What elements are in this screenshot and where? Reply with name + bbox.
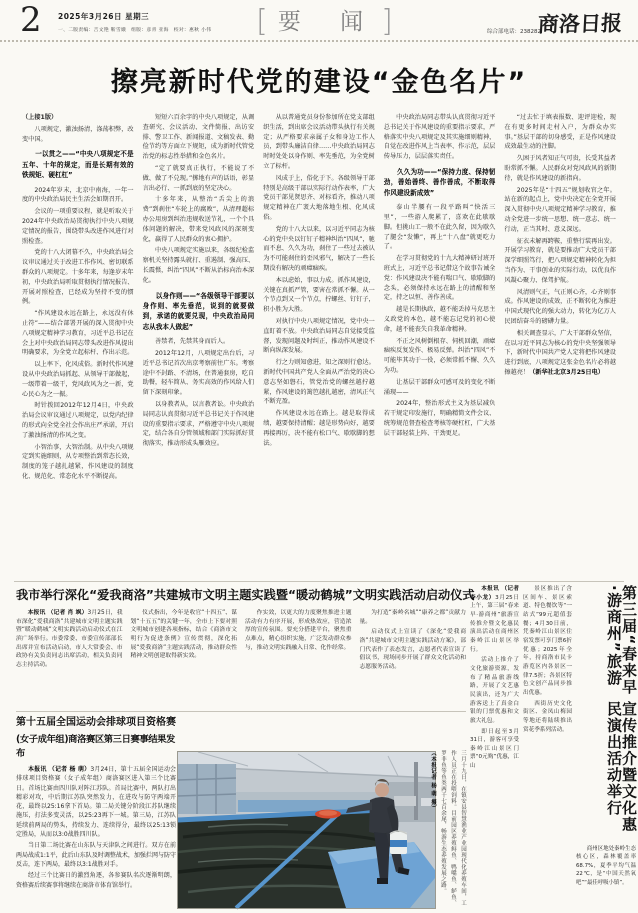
- aquaculture-photo-illustration: [178, 752, 435, 908]
- paragraph: 2024年，整治形式主义为基层减负若干规定印发施行，明确精简文件会议、统筹规范督查检查考核等硬杠杠，广大基层干部轻装上阵、干劲更足。: [383, 400, 496, 437]
- paragraph: “作风建设永远在路上，永远没有休止符”——结合部署开展的深入贯彻中央八项规定精神学习教育，习近平总书记在会上对中央政治局同志带头改进作风提出明确要求，为全党立起标杆、作出示范。: [22, 310, 134, 357]
- paragraph: 从以普通党员身份参加所在党支部组织生活，到出席会议活动带头执行有关规定；从严格要求亲属子女和身边工作人员，到带头廉洁自律……中央政治局同志时时处处以身作则、率先垂范，为全党树立了标杆。: [263, 114, 375, 170]
- bottom-section: [0, 583, 638, 913]
- civility-columns: [16, 609, 466, 712]
- page-number: 2: [20, 0, 42, 40]
- paragraph: “定了就要真正执行，不能说了不做、做了不兑现。”掷地有声的话语，彰显言出必行、一抓到底的坚定决心。: [142, 164, 255, 192]
- tourism-column-2: [523, 585, 572, 913]
- section-name: 要 闻: [277, 9, 380, 35]
- paragraph: 2024年岁末，北京中南海，一年一度的中央政治局民主生活会如期召开。: [22, 186, 134, 204]
- paragraph: （上接1版）: [22, 114, 58, 121]
- staff-credits: 一、二版责编：吉文艳 靳雪娥 组版：彦青 亚海 校对：惠秋 小伟: [58, 28, 212, 33]
- paragraph: 本报讯 （记者 肖 飒）3月25日，我市深化“爱我商洛”共建城市文明主题实践暨“暖动鹤城”文明实践活动启动仪式在江滨广场举行。市委常委、市委宣传部部长出席并宣布活动启动，市人大常委会、市政协有关负责同志出席活动，相关负责同志主持活动。: [16, 610, 123, 669]
- paragraph: 风成于上，俗化于下。各级领导干部特别是高级干部以实际行动作表率，广大党员干部见贤思齐、对标看齐，推动八项规定精神在广袤大地落地生根、化风成俗。: [263, 174, 375, 221]
- article-column-1: [22, 113, 134, 577]
- caption-text: 三月十九日，在镇安县智慧渔业产业园现代化养殖车间，工作人员正在投喂饲料。目前园区养殖鲟鱼、鸭嘴鱼、鲈鱼、罗非鱼等鱼类两千七百余尾，畅游生态养殖发展之路。: [440, 750, 466, 906]
- article-column-5: [504, 113, 616, 577]
- main-article-columns: [0, 113, 638, 577]
- paragraph: 泰山半腰有一段平路叫“快活三里”，一些游人爬累了，喜欢在此歇歇脚。但挑山工一般不在此久留，因为歇久了腿会“发懒”，再上“十八盘”就更吃力了。: [383, 204, 496, 251]
- page-header: [0, 0, 638, 42]
- tourism-vertical-headline: [576, 585, 636, 837]
- sub-headline: 一以贯之——“中央八项规定不是五年、十年的规定，而是长期有效的铁规矩、硬杠杠”: [22, 150, 134, 180]
- contact-phone: 综合部电话：238282: [487, 29, 541, 35]
- volleyball-article: [16, 713, 176, 913]
- article-column-2: [143, 113, 255, 577]
- paragraph: 党的十八大闭幕不久，中央政治局会议审议通过关于改进工作作风、密切联系群众的八项规定。十多年来，每逢岁末年初，中央政治局听取贯彻执行情况报告、开展对照检查，已经成为坚持不变的惯例。: [22, 249, 134, 306]
- date-block: [58, 11, 211, 33]
- paragraph: 会议的一项重要议程，就是听取关于2024年中央政治局贯彻执行中央八项规定情况的报告，围绕带头改进作风进行对照检查。: [22, 208, 134, 245]
- paragraph: 以身教者从，以言教者讼。中央政治局同志认真贯彻习近平总书记关于作风建设的重要指示要求，严格遵守中央八项规定，结合各自分管领域和部门实际抓好贯彻落实，推动形成头雁效应。: [142, 400, 255, 448]
- photo-caption: [430, 750, 468, 908]
- paragraph: 八项规定，激浊扬清，涤荡积弊，改变中国。: [22, 125, 134, 143]
- section-title: [256, 3, 393, 39]
- article-column-3: [263, 113, 375, 577]
- paragraph: 作风建设永远在路上。越是取得成绩，越要保持清醒；越是形势向好，越要再接再厉，决不能有松口气、歇歇脚的想法。: [263, 410, 375, 447]
- tourism-headline-line2: 宣传推介暨文化惠民演出活动举行: [605, 701, 638, 834]
- paragraph: 相关调查显示，广大干部群众坚信，在以习近平同志为核心的党中央坚强领导下，新时代中国共产党人定将把作风建设进行到底，八项规定这张金色名片必将越擦越亮！（新华社北京3月25日电）: [504, 329, 616, 376]
- paragraph: 越是长期执政，越不能丢掉马克思主义政党的本色，越不能忘记党的初心使命，越不能丧失自我革命精神。: [383, 306, 496, 333]
- paragraph: 善禁者，先禁其身而后人。: [154, 338, 230, 346]
- paragraph: 2025年是“十四五”规划收官之年。站在新的起点上，党中央决定在全党开展深入贯彻中央八项规定精神学习教育，推动全党进一步统一思想、统一意志、统一行动，正当其时、意义深远。: [504, 186, 616, 233]
- paragraph: 本报讯 （记者 李小龙）3月25日上午，第三届“春来早·游商州”旅游宣传推介暨文化惠民演出活动在商州区秦岭江山景区举行。: [470, 586, 519, 653]
- main-headline: 擦亮新时代党的建设“金色名片”: [110, 67, 528, 98]
- paragraph: 征衣未解再跨鞍，重整行装再出发。开展学习教育，就是要推动广大党员干部深学细照笃行，把八项规定精神转化为担当作为、干事创业的实际行动，以优良作风凝心聚力、保驾护航。: [504, 237, 616, 284]
- civility-article: [16, 586, 475, 712]
- bracket-left: [: [256, 4, 268, 39]
- paragraph: 活动上推介了文化旅游资源，发布了精品旅游线路，开展了文艺惠民演出，还为广大游客送上了真金白银的门票优惠和文旅大礼包。: [470, 657, 519, 724]
- sub-headline: 以身作则——“各级领导干部要以身作则、率先垂范，说到的就要做到，承诺的就要兑现，中央政治局同志从我本人做起”: [142, 291, 255, 331]
- paragraph: 风清则气正，气正则心齐，心齐则事成。作风建设的成效，正不断转化为推进中国式现代化的强大动力，转化为亿万人民团结奋斗的磅礴力量。: [504, 288, 616, 325]
- section-divider: [14, 581, 624, 582]
- paragraph: 2012年12月，八项规定出台后，习近平总书记首次出京考察前往广东。考察途中不封路、不清场，住普通套房，吃自助餐，轻车简从、务实高效的作风给人们留下深刻印象。: [142, 349, 255, 397]
- paragraph: 本报讯 （记者 杨 萌）3月24日，第十五届全国运动会排球项目资格赛（女子成年组）商洛赛区进入第三个比赛日。首场比赛由四川队对阵江苏队。首局比赛中，两队打出精彩对攻，中后期江苏队突然发力，在进攻与防守两端开花，最终以25:16拿下首局。第二局关键分阶段江苏队继续施压，打法多变灵活，以25:23再下一城。第三局，江苏队延续前两局的势头，持续发力、连续得分，最终以25:13锁定胜局，从而以3:0战胜四川队。: [16, 766, 176, 839]
- civility-column-4: [360, 609, 467, 708]
- volleyball-body: [16, 765, 176, 890]
- caption-credit: （本报记者 杨 萌 摄）: [430, 750, 436, 812]
- civility-column-1: [16, 609, 123, 708]
- paragraph: 行之力则知愈进，知之深则行愈达。新时代中国共产党人全面从严治党的决心意志坚如磐石，管党治党的螺丝越拧越紧，作风建设的篱笆越扎越密，清风正气不断充盈。: [263, 359, 375, 406]
- tourism-article: [470, 585, 636, 913]
- paragraph: 仪式指出，今年是收官“十四五”、谋划“十五五”的关键一年，全市上下要对照文明城市创建各项指标，结合《商洛市文明行为促进条例》宣传贯彻，深化拓展“爱我商洛”主题实践活动，推动群众性精神文明创建取得新实效。: [130, 610, 237, 660]
- paragraph: 当日第二场比赛在山东队与天津队之间进行。双方在前两局战成1:1平，此后山东队及时调整战术，加强拦网与防守反击，连下两局，最终以3:1战胜对手。: [16, 842, 176, 868]
- paragraph: 商州区地处秦岭生态核心区，森林覆盖率68.7%，夏季平均气温22℃，是“中国天然氧吧”“最佳呼吸小镇”。: [576, 846, 636, 886]
- paragraph: “过去忙于填表报数、迎评迎检，现在有更多时间走村入户，为群众办实事。”基层干部的切身感受，正是作风建设成效最生动的注脚。: [504, 114, 616, 151]
- paragraph: 小智治事，大智治制。从中央八项规定到实施细则，从专项整治到常态长效，制度的笼子越扎越紧，作风建设的制度化、规范化、常态化水平不断提高。: [22, 443, 134, 480]
- paragraph: 经过三个比赛日的激烈角逐，各参赛队名次逐渐明朗，资格赛后续赛事将继续在商洛市体育馆举行。: [16, 872, 176, 889]
- paragraph: 不正之风树倒根存、伺机回潮，顽瘴痼疾反复发作、极易反弹。纠治“四风”不可能毕其功于一役，必须常抓不懈、久久为功。: [383, 337, 496, 374]
- news-photo: [178, 752, 435, 908]
- paragraph: 西街历史文化街区、金凤山梅园等地还将陆续推出赏花季系列活动。: [523, 700, 572, 733]
- civility-column-2: [131, 609, 238, 708]
- paragraph: 景区推出了含区间车、景区索道、特色餐饮等“一站式”99元超值套餐；4月30日前，凭秦岭江山景区住宿发票可享门票6折优惠；2025年全年，持商洛市民卡游览区内各景区一律7.5折；各景区特色文创产品同步推出优惠。: [523, 586, 572, 696]
- tourism-right-rail: [576, 585, 636, 913]
- masthead-logo: 商洛日报: [537, 10, 623, 37]
- civility-headline: 我市举行深化“爱我商洛”共建城市文明主题实践暨“暖动鹤城”文明实践活动启动仪式: [16, 588, 475, 602]
- paragraph: 让基层干部群众可感可及的变化不断涌现——: [383, 378, 496, 396]
- paragraph: 以上率下，化风成俗。新时代作风建设从中央政治局抓起、从领导干部做起，一级带着一级干，党风政风为之一新，党心民心为之一振。: [22, 361, 134, 398]
- paragraph: 作实效，以更大的力度聚焦推进主题活动有力有序开展，形成热效应，营造浓厚的宣传氛围。要充分搭建平台，聚焦重点难点，精心组织实施，广泛发动群众参与，推动文明实践融入日常、化作经常。: [245, 610, 352, 651]
- bracket-right: ]: [381, 4, 393, 39]
- paragraph: 十多年来，从整治“舌尖上的浪费”到刹住“车轮上的腐败”，从清理超标办公用房到纠治违规收送节礼，一个个具体问题的解决，带来党风政风的深刻变化，赢得了人民群众的衷心拥护。: [142, 196, 255, 243]
- paragraph: 久困于风者知正气可贵，长受其益者盼常抓不懈。人民群众对党风政风的新期待，就是作风建设的新指向。: [504, 155, 616, 182]
- paragraph: 即日起至3月31日，游客可享受秦岭江山景区门票“0元购”优惠，江山: [470, 728, 519, 770]
- volleyball-headline-line2: (女子成年组)商洛赛区第三日赛事结果发布: [16, 734, 175, 759]
- civility-column-3: [245, 609, 352, 708]
- sub-headline: 久久为功——“保持力度、保持韧劲，善始善终、善作善成，不断取得作风建设新成效”: [383, 167, 496, 197]
- paragraph: 启动仪式上宣读了《深化“爱我商洛”共建城市文明主题实践活动方案》，部门代表作了表态发言，志愿者代表宣读了倡议书，现场同步开展了群众文化活动和志愿服务活动。: [359, 629, 466, 671]
- paragraph: 党的十八大以来，以习近平同志为核心的党中央以钉钉子精神纠治“四风”，驰而不息、久久为功，刹住了一些过去被认为不可能刹住的歪风邪气，解决了一些长期没有解决的顽瘴痼疾。: [263, 225, 375, 272]
- tourism-headline-line1: 第三届“春来早·游商州”旅游: [605, 585, 638, 696]
- article-column-4: [384, 113, 496, 577]
- paragraph: 短短六百余字的中央八项规定，从调查研究、会议活动、文件简报、出访安排、警卫工作、新闻报道、文稿发表、勤俭节约等方面立下规矩，成为新时代管党治党的标志性举措和金色名片。: [142, 114, 255, 161]
- paragraph: 为打造“秦岭名城”“康养之都”贡献力量。: [359, 610, 466, 625]
- issue-date: 2025年3月26日 星期三: [58, 12, 150, 21]
- paragraph: 中央政治局同志带头认真贯彻习近平总书记关于作风建设的重要指示要求，严格落实中央八项规定及其实施细则精神，自觉在改进作风上当表率、作示范，层层传导压力，层层落实责任。: [383, 114, 496, 161]
- tourism-tail-text: [576, 845, 636, 913]
- paragraph: 中央八项规定实施以来，各级纪检监察机关坚持露头就打、重遏制、强高压、长震慑，纠治“四风”不断从治标向治本深化。: [142, 247, 255, 284]
- paragraph: 对执行中央八项规定情况，党中央一直盯着不放。中央政治局同志自觉接受监督，发现问题及时纠正，推动作风建设不断向纵深发展。: [263, 317, 375, 355]
- header-rule: [0, 40, 638, 42]
- paragraph: 本以虑始，事以力成。抓作风建设，关键在真抓严管，要害在常抓不懈。从一个节点到又一个节点，拧螺丝、钉钉子，积小胜为大胜。: [263, 276, 375, 314]
- volleyball-headline-line1: 第十五届全国运动会排球项目资格赛: [16, 717, 176, 728]
- volleyball-headline: [16, 713, 176, 759]
- paragraph: 时针拨回2012年12月4日，中央政治局会议审议通过八项规定，以党内纪律的形式向全党全社会作出庄严承诺，开启了激浊扬清的作风之变。: [22, 402, 134, 439]
- paragraph: 在学习贯彻党的十九大精神研讨班开班式上，习近平总书记借这个故事告诫全党：作风建设决不能有喘口气、歇歇脚的念头，必须保持永远在路上的清醒和坚定，持之以恒、善作善成。: [383, 255, 496, 302]
- tourism-column-1: [470, 585, 519, 913]
- main-article: [0, 44, 638, 582]
